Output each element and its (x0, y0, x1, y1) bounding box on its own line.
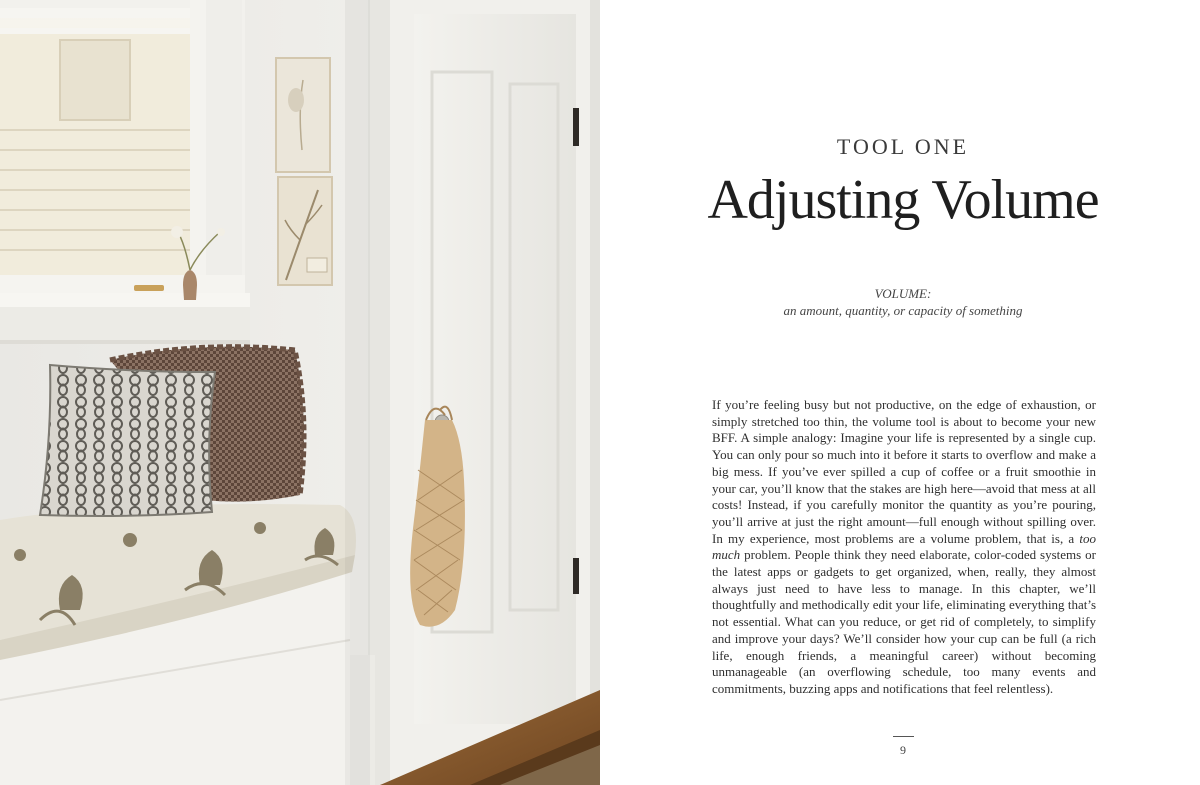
body-emphasis: too much (712, 530, 1096, 563)
page-number: 9 (900, 743, 906, 757)
body-text-part-1: If you’re feeling busy but not productive, on the edge of exhaustion, or simply stretched too thin, the volume tool is about to become your new BFF. A simple analogy: Imagine your life is represented by a single cup. You can only pour so much into it before it starts to overflow and make a big mess. If you’ve ever spilled a cup of coffee or a fruit smoothie in your car, you’ll know that the stakes are high here—avoid that mess at all costs! Instead, if you carefully monitor the quantity as you’re pouring, you’ll arrive at just the right amount—full enough without spilling over. In my experience, most problems are a volume problem, that is, a (712, 397, 1096, 546)
chapter-label: TOOL ONE (836, 134, 970, 159)
body-text-part-2: problem. People think they need elaborate, color-coded systems or the latest apps or gadgets to get organized, when, really, they almost always just need to have less to manage. In this chapter, we’ll thoughtfully and methodically edit your life, eliminating everything that’s not essential. What can you reduce, or get rid of completely, to simplify and improve your days? We’ll consider how your cup can be full (a rich life, enough friends, a meaningful career) without becoming unmanageable (an overflowing schedule, too many events and commitments, buzzing apps and notifications that feel relentless). (712, 547, 1096, 696)
definition-meaning: an amount, quantity, or capacity of something (783, 303, 1023, 318)
definition-block (600, 285, 1200, 319)
body-paragraph (712, 397, 1096, 698)
definition-term: VOLUME: (874, 286, 932, 301)
text-page (600, 0, 1200, 785)
chapter-title: Adjusting Volume (707, 169, 1099, 231)
folio-rule (893, 736, 914, 737)
